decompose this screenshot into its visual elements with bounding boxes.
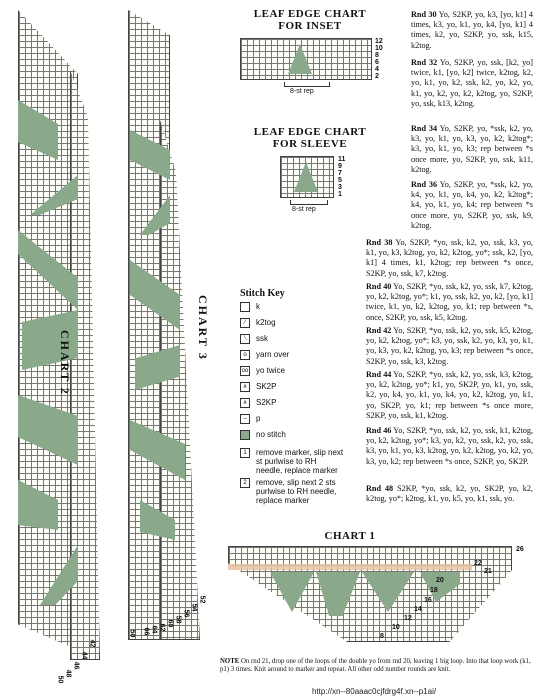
- leaf-edge-inset-rep-label: 8-st rep: [290, 88, 314, 95]
- key-label: p: [256, 414, 261, 423]
- leaf-edge-sleeve-row-number: 3: [338, 184, 342, 191]
- key-item-sk2p: [240, 382, 344, 392]
- key-item-no-stitch: [240, 430, 344, 440]
- leaf-edge-inset-row-number: 4: [375, 66, 379, 73]
- instruction-rnd-48: [366, 484, 533, 504]
- chart-1-row-number: 16: [424, 597, 432, 604]
- watermark-url: http://xn--80aaac0cjfdrg4f.xn--p1ai/: [312, 687, 437, 696]
- rnd-label: Rnd 38: [366, 238, 393, 247]
- key-label: no stitch: [256, 430, 286, 439]
- key-symbol: ⁄: [240, 318, 250, 328]
- leaf-edge-sleeve-row-number: 7: [338, 170, 342, 177]
- chart-1-row-number: 18: [430, 587, 438, 594]
- key-symbol: oo: [241, 368, 249, 374]
- leaf-edge-sleeve-row-number: 1: [338, 191, 342, 198]
- chart-2-row-number: 44: [80, 651, 88, 660]
- chart-3-row-number: 56: [182, 609, 190, 618]
- key-symbol: ∧: [240, 382, 250, 392]
- rnd-text: Yo, S2KP, *yo, ssk, k2, yo, ssk, k7, k2tog, yo, k2, k2tog, yo*; k1, yo, ssk, k2, yo, k2, [yo, k1] twice, k1, yo, k2, k2tog, yo, k1; rep between *s, once, S2KP, yo, ssk, k5, k2tog.: [366, 282, 533, 322]
- chart-3-row-number: 60: [166, 619, 174, 628]
- leaf-edge-inset-row-number: 2: [375, 73, 379, 80]
- leaf-edge-inset-row-number: 6: [375, 59, 379, 66]
- rnd-text: Yo, S2KP, yo, *ssk, k2, yo, k3, yo, k1, yo, k3, yo, k2, k2tog*; k3, yo, k1, yo, k3; rep between *s once more, yo, S2KP, yo, ssk, k11, k2tog.: [411, 124, 533, 174]
- instruction-rnd-36: [411, 180, 533, 231]
- leaf-edge-sleeve-row-number: 9: [338, 163, 342, 170]
- key-symbol: o: [240, 350, 250, 360]
- instruction-rnd-38: [366, 238, 533, 279]
- chart-2-row-number: 48: [64, 669, 72, 678]
- note-label: NOTE: [220, 658, 240, 665]
- chart-1-row-number: 22: [474, 560, 482, 567]
- chart-1-row-number: 12: [404, 615, 412, 622]
- key-item-ssk: [240, 334, 344, 344]
- key-symbol: 1: [240, 448, 250, 458]
- key-label: S2KP: [256, 398, 277, 407]
- key-item-yarn-over: [240, 350, 344, 360]
- rnd-label: Rnd 36: [411, 180, 438, 189]
- rnd-label: Rnd 42: [366, 326, 392, 335]
- chart-2-title: CHART 2: [58, 330, 72, 396]
- rnd-label: Rnd 46: [366, 426, 392, 435]
- note-text: On rnd 21, drop one of the loops of the double yo from rnd 20, leaving 1 big loop. Into that loop work (k1, p1) 3 times. Knit around to marker and repeat. All other odd number rounds are knit.: [220, 658, 531, 673]
- key-symbol: [240, 430, 250, 440]
- chart-2-row-number: 46: [72, 661, 80, 670]
- key-label: remove, slip next 2 sts purlwise to RH needle, replace marker: [256, 478, 337, 505]
- leaf-edge-sleeve-row-number: 5: [338, 177, 342, 184]
- chart-2-row-number: 42: [88, 639, 96, 648]
- rnd-label: Rnd 44: [366, 370, 392, 379]
- key-symbol: ⁄: [240, 334, 250, 344]
- note: [220, 658, 536, 674]
- key-label: yo twice: [256, 366, 285, 375]
- chart-2-row-number: 50: [56, 675, 64, 684]
- leaf-edge-sleeve-rep-label: 8-st rep: [292, 206, 316, 213]
- rnd-text: Yo, S2KP, *yo, ssk, k2, yo, ssk, k3, k2tog, yo, k2, k2tog, yo*; k1, yo, SK2P, yo, k1, yo, ssk, k2, yo, k4, yo, k1, yo, k4, yo, k2, k2tog, yo, k1, yo, SK2P, yo, k1; rep between *s once more, S2KP, yo, ssk, k1, k2tog.: [366, 370, 533, 420]
- leaf-edge-sleeve-rep-bracket: [290, 200, 328, 205]
- key-label: k: [256, 302, 260, 311]
- chart-3-row-number: 54: [190, 603, 198, 612]
- chart-3-row-number: 58: [174, 615, 182, 624]
- chart-3-row-number: 62: [158, 623, 166, 632]
- leaf-edge-inset-row-number: 12: [375, 38, 383, 45]
- key-item-remove-marker-1: [240, 448, 344, 475]
- instruction-rnd-30: [411, 10, 533, 51]
- key-item-k: [240, 302, 344, 312]
- chart-3-row-number: 66: [142, 627, 150, 636]
- key-item-p: [240, 414, 344, 424]
- key-item-yo-twice: [240, 366, 344, 376]
- key-item-s2kp: [240, 398, 344, 408]
- leaf-edge-inset-row-number: 8: [375, 52, 379, 59]
- key-item-remove-marker-2: [240, 478, 344, 505]
- chart-1-grid: [228, 546, 512, 642]
- key-label: k2tog: [256, 318, 276, 327]
- leaf-edge-inset-rep-bracket: [284, 82, 330, 87]
- instruction-rnd-32: [411, 58, 533, 109]
- instruction-rnd-40: [366, 282, 533, 323]
- leaf-edge-sleeve-title-line1: LEAF EDGE CHART: [253, 126, 367, 138]
- leaf-edge-sleeve-title-line2: FOR SLEEVE: [272, 138, 348, 150]
- chart-3-row-number: 50: [128, 629, 136, 638]
- rnd-label: Rnd 32: [411, 58, 438, 67]
- rnd-label: Rnd 48: [366, 484, 394, 493]
- chart-3-title: CHART 3: [196, 295, 210, 361]
- chart-1-row-number: 20: [436, 577, 444, 584]
- rnd-text: Yo, S2KP, *yo, ssk, k2, yo, ssk, k3, yo, k1, yo, k3, k2tog, yo, k2, k2tog, yo*; ssk, k2, [yo, k1] 4 times, k1, k2tog; rep between *s once, S2KP, yo, ssk, k7, k2tog.: [366, 238, 533, 278]
- key-symbol: 2: [240, 478, 250, 488]
- chart-1-highlight-band: [228, 564, 472, 570]
- key-symbol: ∧: [240, 398, 250, 408]
- leaf-edge-inset-title: [240, 8, 380, 32]
- stitch-key-title: Stitch Key: [240, 288, 285, 299]
- key-label: ssk: [256, 334, 268, 343]
- chart-1-row-number: 26: [516, 546, 524, 553]
- leaf-edge-sleeve-row-number: 11: [338, 156, 346, 163]
- chart-1-row-number: 14: [414, 606, 422, 613]
- chart-1-title: CHART 1: [324, 530, 376, 542]
- rnd-text: S2KP, *yo, ssk, k2, yo, SK2P, yo, k2, k2tog, yo*; k2tog, k1, yo, k5, yo, k1, ssk, yo.: [366, 484, 533, 504]
- rnd-text: Yo, S2KP, yo, ssk, [k2, yo] twice, k1, [yo, k2] twice, k2tog, k2, yo, k1, yo, k2, ssk, k2, yo, k2, yo, k1, yo, k2, yo, k2, k2tog, yo, S2KP, yo, ssk, k13, k2tog.: [411, 58, 533, 108]
- instruction-rnd-44: [366, 370, 533, 421]
- rnd-text: Yo, S2KP, yo, k3, [yo, k1] 4 times, k3, yo, k1, yo, k4, [yo, k1] 4 times, k2, yo, S2KP, yo, ssk, k15, k2tog.: [411, 10, 533, 50]
- key-symbol: –: [240, 414, 250, 424]
- key-label: SK2P: [256, 382, 277, 391]
- key-label: remove marker, slip next st purlwise to RH needle, replace marker: [256, 448, 344, 475]
- rnd-label: Rnd 30: [411, 10, 437, 19]
- chart-1-row-number: 10: [392, 624, 400, 631]
- rnd-text: Yo, S2KP, *yo, ssk, k2, yo, ssk, k1, k2tog, yo, k2, k2tog, yo*; k3, yo, k2, yo, ssk, k2, yo, ssk, k3, yo, k1, yo, k3, k2tog, yo, k2, k2tog, yo, k2, yo, k3, yo, k2; rep between *s once, S2KP, yo, SK2P.: [366, 426, 533, 466]
- leaf-edge-inset-title-line2: FOR INSET: [278, 20, 342, 32]
- key-item-k2tog: [240, 318, 344, 328]
- chart-1-row-number: 8: [380, 633, 384, 640]
- rnd-text: Yo, S2KP, *yo, ssk, k2, yo, ssk, k5, k2tog, yo, k2, k2tog, yo*; k3, yo, ssk, k2, yo, k3, yo, k1, yo, k3, yo, k2, k2tog, yo, k3; rep between *s once, S2KP, yo, ssk, k3, k2tog.: [366, 326, 533, 366]
- rnd-label: Rnd 34: [411, 124, 438, 133]
- rnd-text: Yo, S2KP, yo, *ssk, k2, yo, k4, yo, k1, yo, k4, yo, k2, k2tog*; k4, yo, k1, yo, k4; rep between *s once more, yo, S2KP, yo, ssk, k9, k2tog.: [411, 180, 533, 230]
- leaf-edge-inset-row-number: 10: [375, 45, 383, 52]
- instruction-rnd-42: [366, 326, 533, 367]
- chart-1-row-number: 21: [484, 568, 492, 575]
- chart-3-row-number: 64: [150, 625, 158, 634]
- rnd-label: Rnd 40: [366, 282, 392, 291]
- key-label: yarn over: [256, 350, 290, 359]
- instruction-rnd-46: [366, 426, 533, 467]
- key-symbol: [240, 302, 250, 312]
- leaf-edge-inset-title-line1: LEAF EDGE CHART: [253, 8, 367, 20]
- chart-3-row-number: 52: [198, 595, 206, 604]
- instruction-rnd-34: [411, 124, 533, 175]
- leaf-edge-sleeve-title: [240, 126, 380, 150]
